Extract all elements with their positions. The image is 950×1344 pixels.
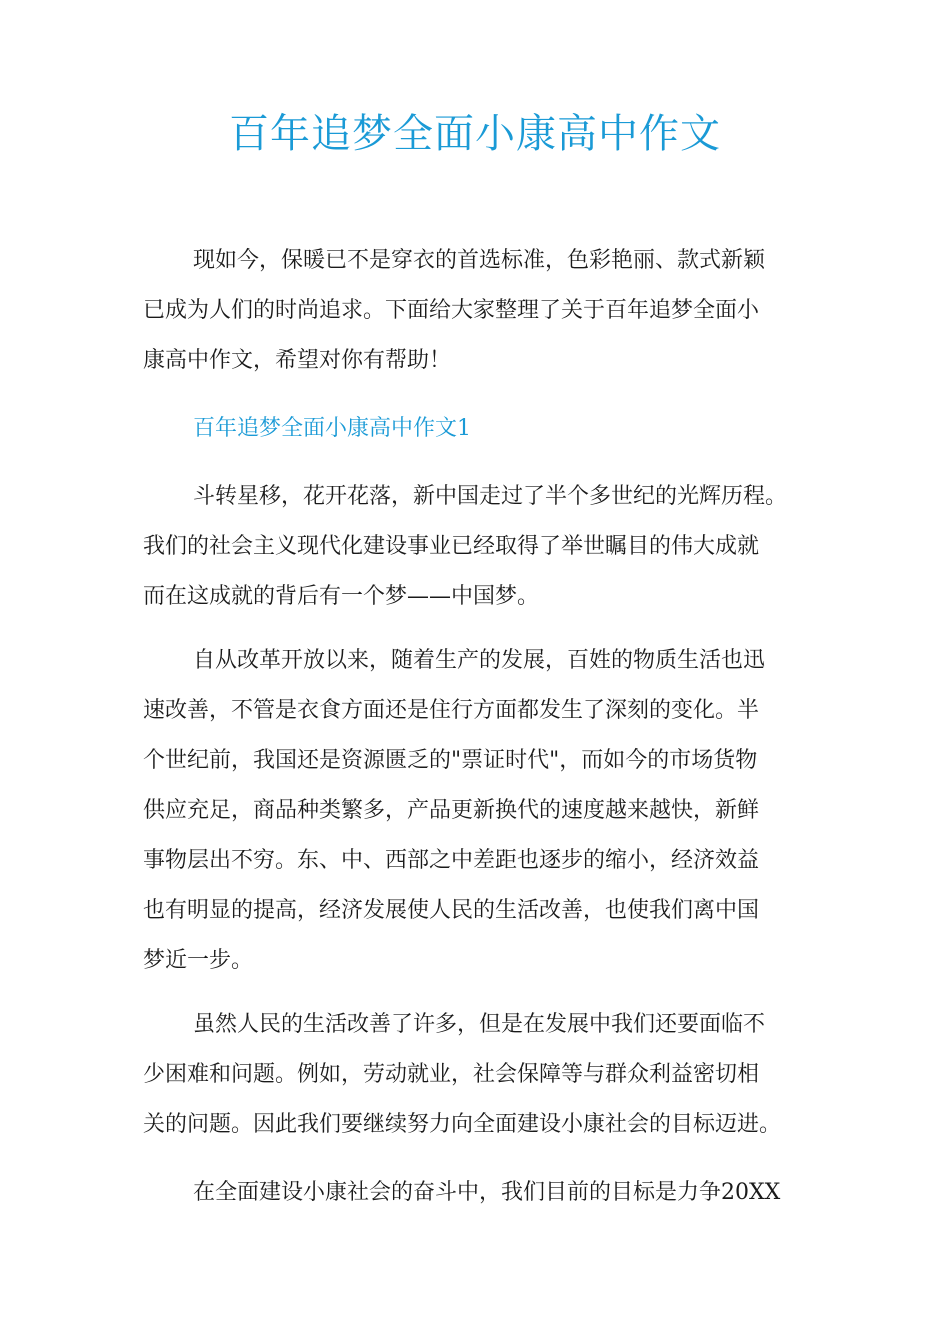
intro-paragraph <box>143 236 811 386</box>
section-heading: 百年追梦全面小康高中作文1 <box>193 416 471 441</box>
paragraph-3 <box>143 1000 811 1150</box>
paragraph-3-line-1: 虽然人民的生活改善了许多，但是在发展中我们还要面临不 <box>193 1012 766 1037</box>
intro-line-1: 现如今，保暖已不是穿衣的首选标准，色彩艳丽、款式新颖 <box>193 248 766 273</box>
paragraph-2-line-2: 速改善，不管是衣食方面还是住行方面都发生了深刻的变化。半 <box>143 698 760 723</box>
paragraph-2-line-3: 个世纪前，我国还是资源匮乏的"票证时代"，而如今的市场货物 <box>143 748 758 773</box>
paragraph-2-line-7: 梦近一步。 <box>143 948 254 973</box>
paragraph-1-line-1: 斗转星移，花开花落，新中国走过了半个多世纪的光辉历程。 <box>193 484 788 509</box>
paragraph-1-line-3: 而在这成就的背后有一个梦——中国梦。 <box>143 584 540 609</box>
paragraph-4 <box>143 1168 811 1218</box>
paragraph-1-line-2: 我们的社会主义现代化建设事业已经取得了举世瞩目的伟大成就 <box>143 534 760 559</box>
paragraph-2-line-4: 供应充足，商品种类繁多，产品更新换代的速度越来越快，新鲜 <box>143 798 760 823</box>
paragraph-3-line-3: 关的问题。因此我们要继续努力向全面建设小康社会的目标迈进。 <box>143 1112 782 1137</box>
intro-line-2: 已成为人们的时尚追求。下面给大家整理了关于百年追梦全面小 <box>143 298 760 323</box>
paragraph-2 <box>143 636 811 986</box>
paragraph-4-line-1: 在全面建设小康社会的奋斗中，我们目前的目标是力争20XX <box>193 1180 781 1205</box>
paragraph-2-line-5: 事物层出不穷。东、中、西部之中差距也逐步的缩小，经济效益 <box>143 848 760 873</box>
paragraph-2-line-1: 自从改革开放以来，随着生产的发展，百姓的物质生活也迅 <box>193 648 766 673</box>
paragraph-1 <box>143 472 811 622</box>
document-title: 百年追梦全面小康高中作文 <box>229 111 721 157</box>
paragraph-3-line-2: 少困难和问题。例如，劳动就业，社会保障等与群众利益密切相 <box>143 1062 760 1087</box>
intro-line-3: 康高中作文，希望对你有帮助！ <box>143 348 452 373</box>
paragraph-2-line-6: 也有明显的提高，经济发展使人民的生活改善，也使我们离中国 <box>143 898 760 923</box>
